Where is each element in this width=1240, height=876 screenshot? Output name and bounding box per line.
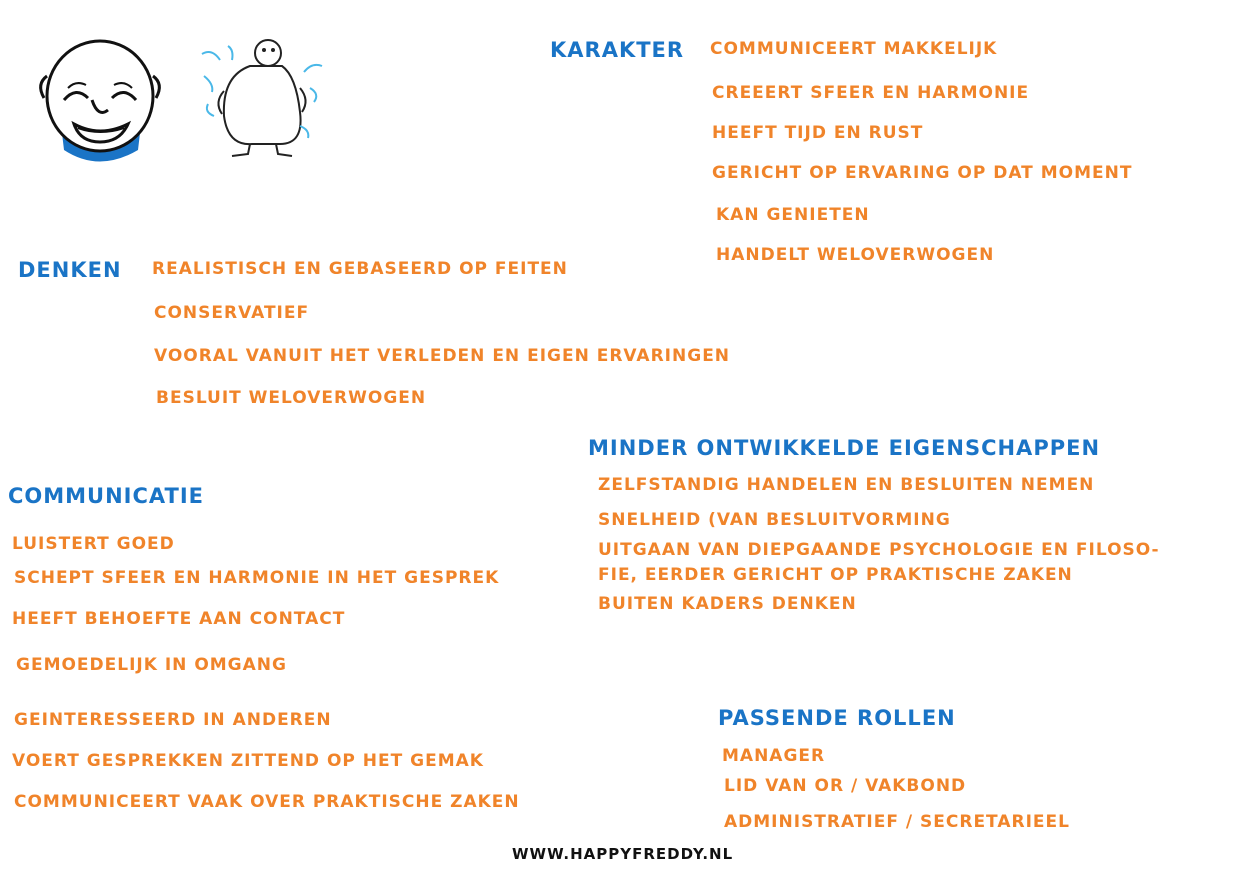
karakter-item: HANDELT WELOVERWOGEN [716, 245, 995, 265]
relaxed-figure-icon [192, 36, 327, 162]
denken-heading: DENKEN [18, 258, 122, 282]
denken-item: BESLUIT WELOVERWOGEN [156, 388, 427, 408]
communicatie-item: SCHEPT SFEER EN HARMONIE IN HET GESPREK [14, 568, 500, 588]
rollen-item: LID VAN OR / VAKBOND [724, 776, 967, 796]
communicatie-item: LUISTERT GOED [12, 534, 175, 554]
karakter-item: GERICHT OP ERVARING OP DAT MOMENT [712, 163, 1133, 183]
rollen-item: MANAGER [722, 746, 826, 766]
denken-item: CONSERVATIEF [154, 303, 310, 323]
communicatie-item: GEINTERESSEERD IN ANDEREN [14, 710, 332, 730]
laughing-face-icon [32, 38, 167, 163]
denken-item: VOORAL VANUIT HET VERLEDEN EN EIGEN ERVARINGEN [154, 346, 731, 366]
karakter-item: HEEFT TIJD EN RUST [712, 123, 924, 143]
rollen-heading: PASSENDE ROLLEN [718, 706, 956, 730]
communicatie-heading: COMMUNICATIE [8, 484, 205, 508]
minder-item: FIE, EERDER GERICHT OP PRAKTISCHE ZAKEN [598, 565, 1073, 585]
communicatie-item: HEEFT BEHOEFTE AAN CONTACT [12, 609, 346, 629]
minder-item: ZELFSTANDIG HANDELEN EN BESLUITEN NEMEN [598, 475, 1095, 495]
rollen-item: ADMINISTRATIEF / SECRETARIEEL [724, 812, 1070, 832]
karakter-item: COMMUNICEERT MAKKELIJK [710, 39, 998, 59]
minder-item: SNELHEID (VAN BESLUITVORMING [598, 510, 951, 530]
minder-heading: MINDER ONTWIKKELDE EIGENSCHAPPEN [588, 436, 1101, 460]
website-url[interactable]: WWW.HAPPYFREDDY.NL [512, 845, 734, 863]
communicatie-item: COMMUNICEERT VAAK OVER PRAKTISCHE ZAKEN [14, 792, 520, 812]
karakter-heading: KARAKTER [550, 38, 685, 62]
minder-item: BUITEN KADERS DENKEN [598, 594, 857, 614]
karakter-item: CREEERT SFEER EN HARMONIE [712, 83, 1030, 103]
communicatie-item: GEMOEDELIJK IN OMGANG [16, 655, 287, 675]
karakter-item: KAN GENIETEN [716, 205, 870, 225]
minder-item: UITGAAN VAN DIEPGAANDE PSYCHOLOGIE EN FILOSO- [598, 540, 1160, 560]
denken-item: REALISTISCH EN GEBASEERD OP FEITEN [152, 259, 568, 279]
communicatie-item: VOERT GESPREKKEN ZITTEND OP HET GEMAK [12, 751, 484, 771]
